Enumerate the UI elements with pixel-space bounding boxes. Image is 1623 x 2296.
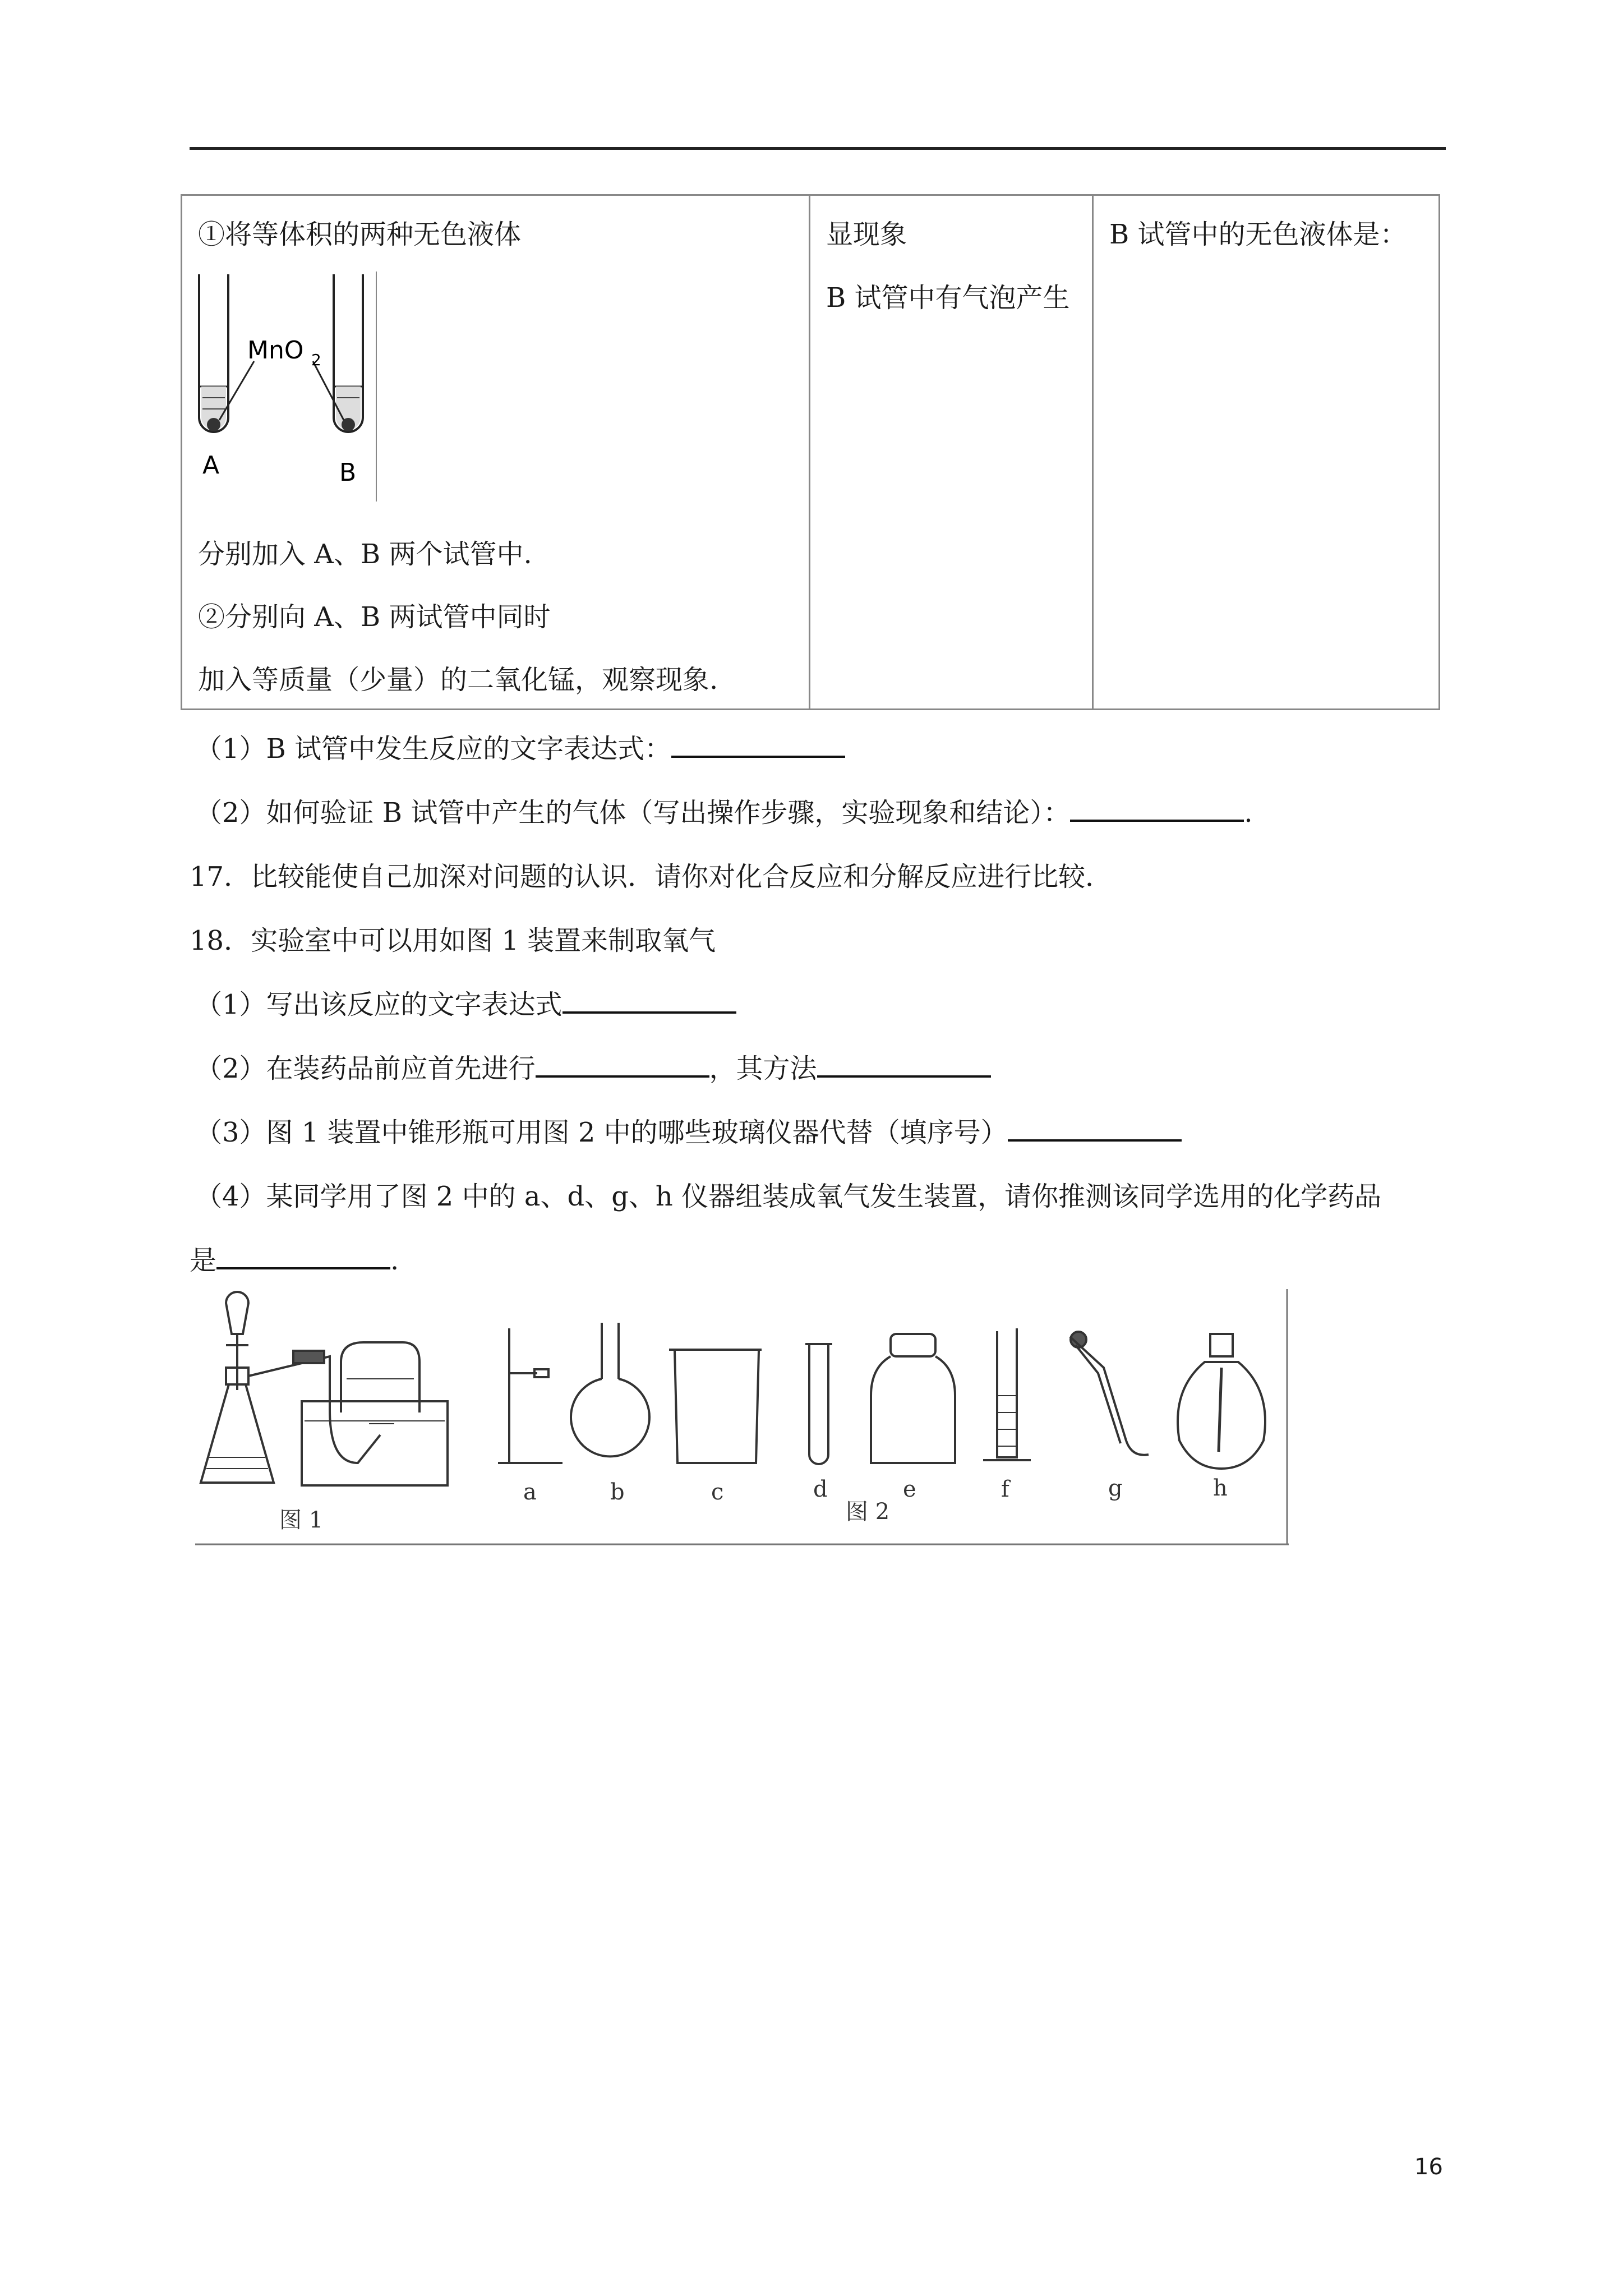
table-cell-procedure <box>182 195 810 710</box>
page-number: 16 <box>1414 2154 1443 2180</box>
apparatus-c-beaker <box>669 1350 762 1463</box>
question-17: 17．比较能使自己加深对问题的认识．请你对化合反应和分解反应进行比较． <box>190 861 1113 892</box>
figure-1-label: 图 1 <box>279 1507 324 1533</box>
label-e: e <box>903 1476 916 1502</box>
apparatus-figure <box>195 1289 1289 1547</box>
question-18-1 <box>195 983 736 1022</box>
tube-a-label: A <box>202 451 220 480</box>
question-18-3-text: （3）图 1 装置中锥形瓶可用图 2 中的哪些玻璃仪器代替（填序号） <box>195 1117 1008 1148</box>
question-16-2 <box>195 791 1253 830</box>
apparatus-d-test-tube <box>805 1344 832 1464</box>
answer-blank <box>562 984 736 1014</box>
question-18-4-line2 <box>190 1239 399 1277</box>
question-18-2 <box>195 1047 991 1085</box>
apparatus-g-delivery-tube <box>1070 1332 1149 1455</box>
label-g: g <box>1108 1475 1123 1501</box>
answer-blank <box>1008 1112 1182 1142</box>
figure-2-label: 图 2 <box>846 1499 890 1525</box>
label-h: h <box>1213 1475 1228 1501</box>
table-cell-conclusion <box>1093 195 1440 710</box>
table-cell-phenomenon <box>810 195 1093 710</box>
label-f: f <box>1001 1476 1009 1502</box>
step2-text-line1: ②分别向 A、B 两试管中同时 <box>198 601 551 633</box>
label-a: a <box>523 1479 537 1505</box>
test-tubes-diagram <box>192 269 377 504</box>
apparatus-f-measuring-cylinder <box>983 1328 1031 1460</box>
question-18-2-text-a: （2）在装药品前应首先进行 <box>195 1053 536 1084</box>
conclusion-line1: B 试管中的无色液体是： <box>1109 219 1407 250</box>
answer-blank <box>817 1048 991 1078</box>
question-18-4-line1: （4）某同学用了图 2 中的 a、d、g、h 仪器组装成氧气发生装置，请你推测该同学选用的化学药品 <box>195 1181 1382 1212</box>
question-18-2-text-b: ，其方法 <box>709 1053 817 1084</box>
question-16-2-text: （2）如何验证 B 试管中产生的气体（写出操作步骤，实验现象和结论）： <box>195 797 1071 829</box>
apparatus-h-alcohol-lamp <box>1178 1334 1265 1469</box>
apparatus-a-iron-stand <box>498 1328 562 1463</box>
label-c: c <box>711 1479 724 1505</box>
tube-b-label: B <box>339 458 357 487</box>
apparatus-b-round-flask <box>571 1323 649 1456</box>
question-18-4-text: 是 <box>190 1245 217 1276</box>
experiment-table <box>181 194 1440 710</box>
answer-blank <box>671 729 845 758</box>
question-18-3 <box>195 1111 1182 1149</box>
label-b: b <box>610 1479 625 1505</box>
question-18-4-end: . <box>390 1245 399 1276</box>
question-18: 18．实验室中可以用如图 1 装置来制取氧气 <box>190 925 716 956</box>
question-16-2-end: . <box>1244 797 1253 829</box>
figure-1-apparatus <box>201 1292 448 1485</box>
question-16-1 <box>195 727 845 766</box>
step2-text-line2: 加入等质量（少量）的二氧化锰，观察现象. <box>198 664 718 696</box>
mno2-subscript: 2 <box>311 351 321 369</box>
answer-blank <box>216 1240 390 1269</box>
question-16-1-text: （1）B 试管中发生反应的文字表达式： <box>195 733 672 765</box>
phenomenon-line2: B 试管中有气泡产生 <box>826 282 1070 314</box>
mno2-label: MnO <box>247 336 304 365</box>
add-to-tubes-text: 分别加入 A、B 两个试管中. <box>198 539 532 570</box>
phenomenon-line1: 显现象 <box>826 219 907 250</box>
answer-blank <box>536 1048 709 1078</box>
header-rule <box>190 147 1446 150</box>
apparatus-e-gas-jar <box>871 1334 955 1463</box>
step1-text: ①将等体积的两种无色液体 <box>198 219 522 250</box>
label-d: d <box>813 1476 828 1502</box>
answer-blank <box>1070 793 1244 822</box>
question-18-1-text: （1）写出该反应的文字表达式 <box>195 989 562 1020</box>
